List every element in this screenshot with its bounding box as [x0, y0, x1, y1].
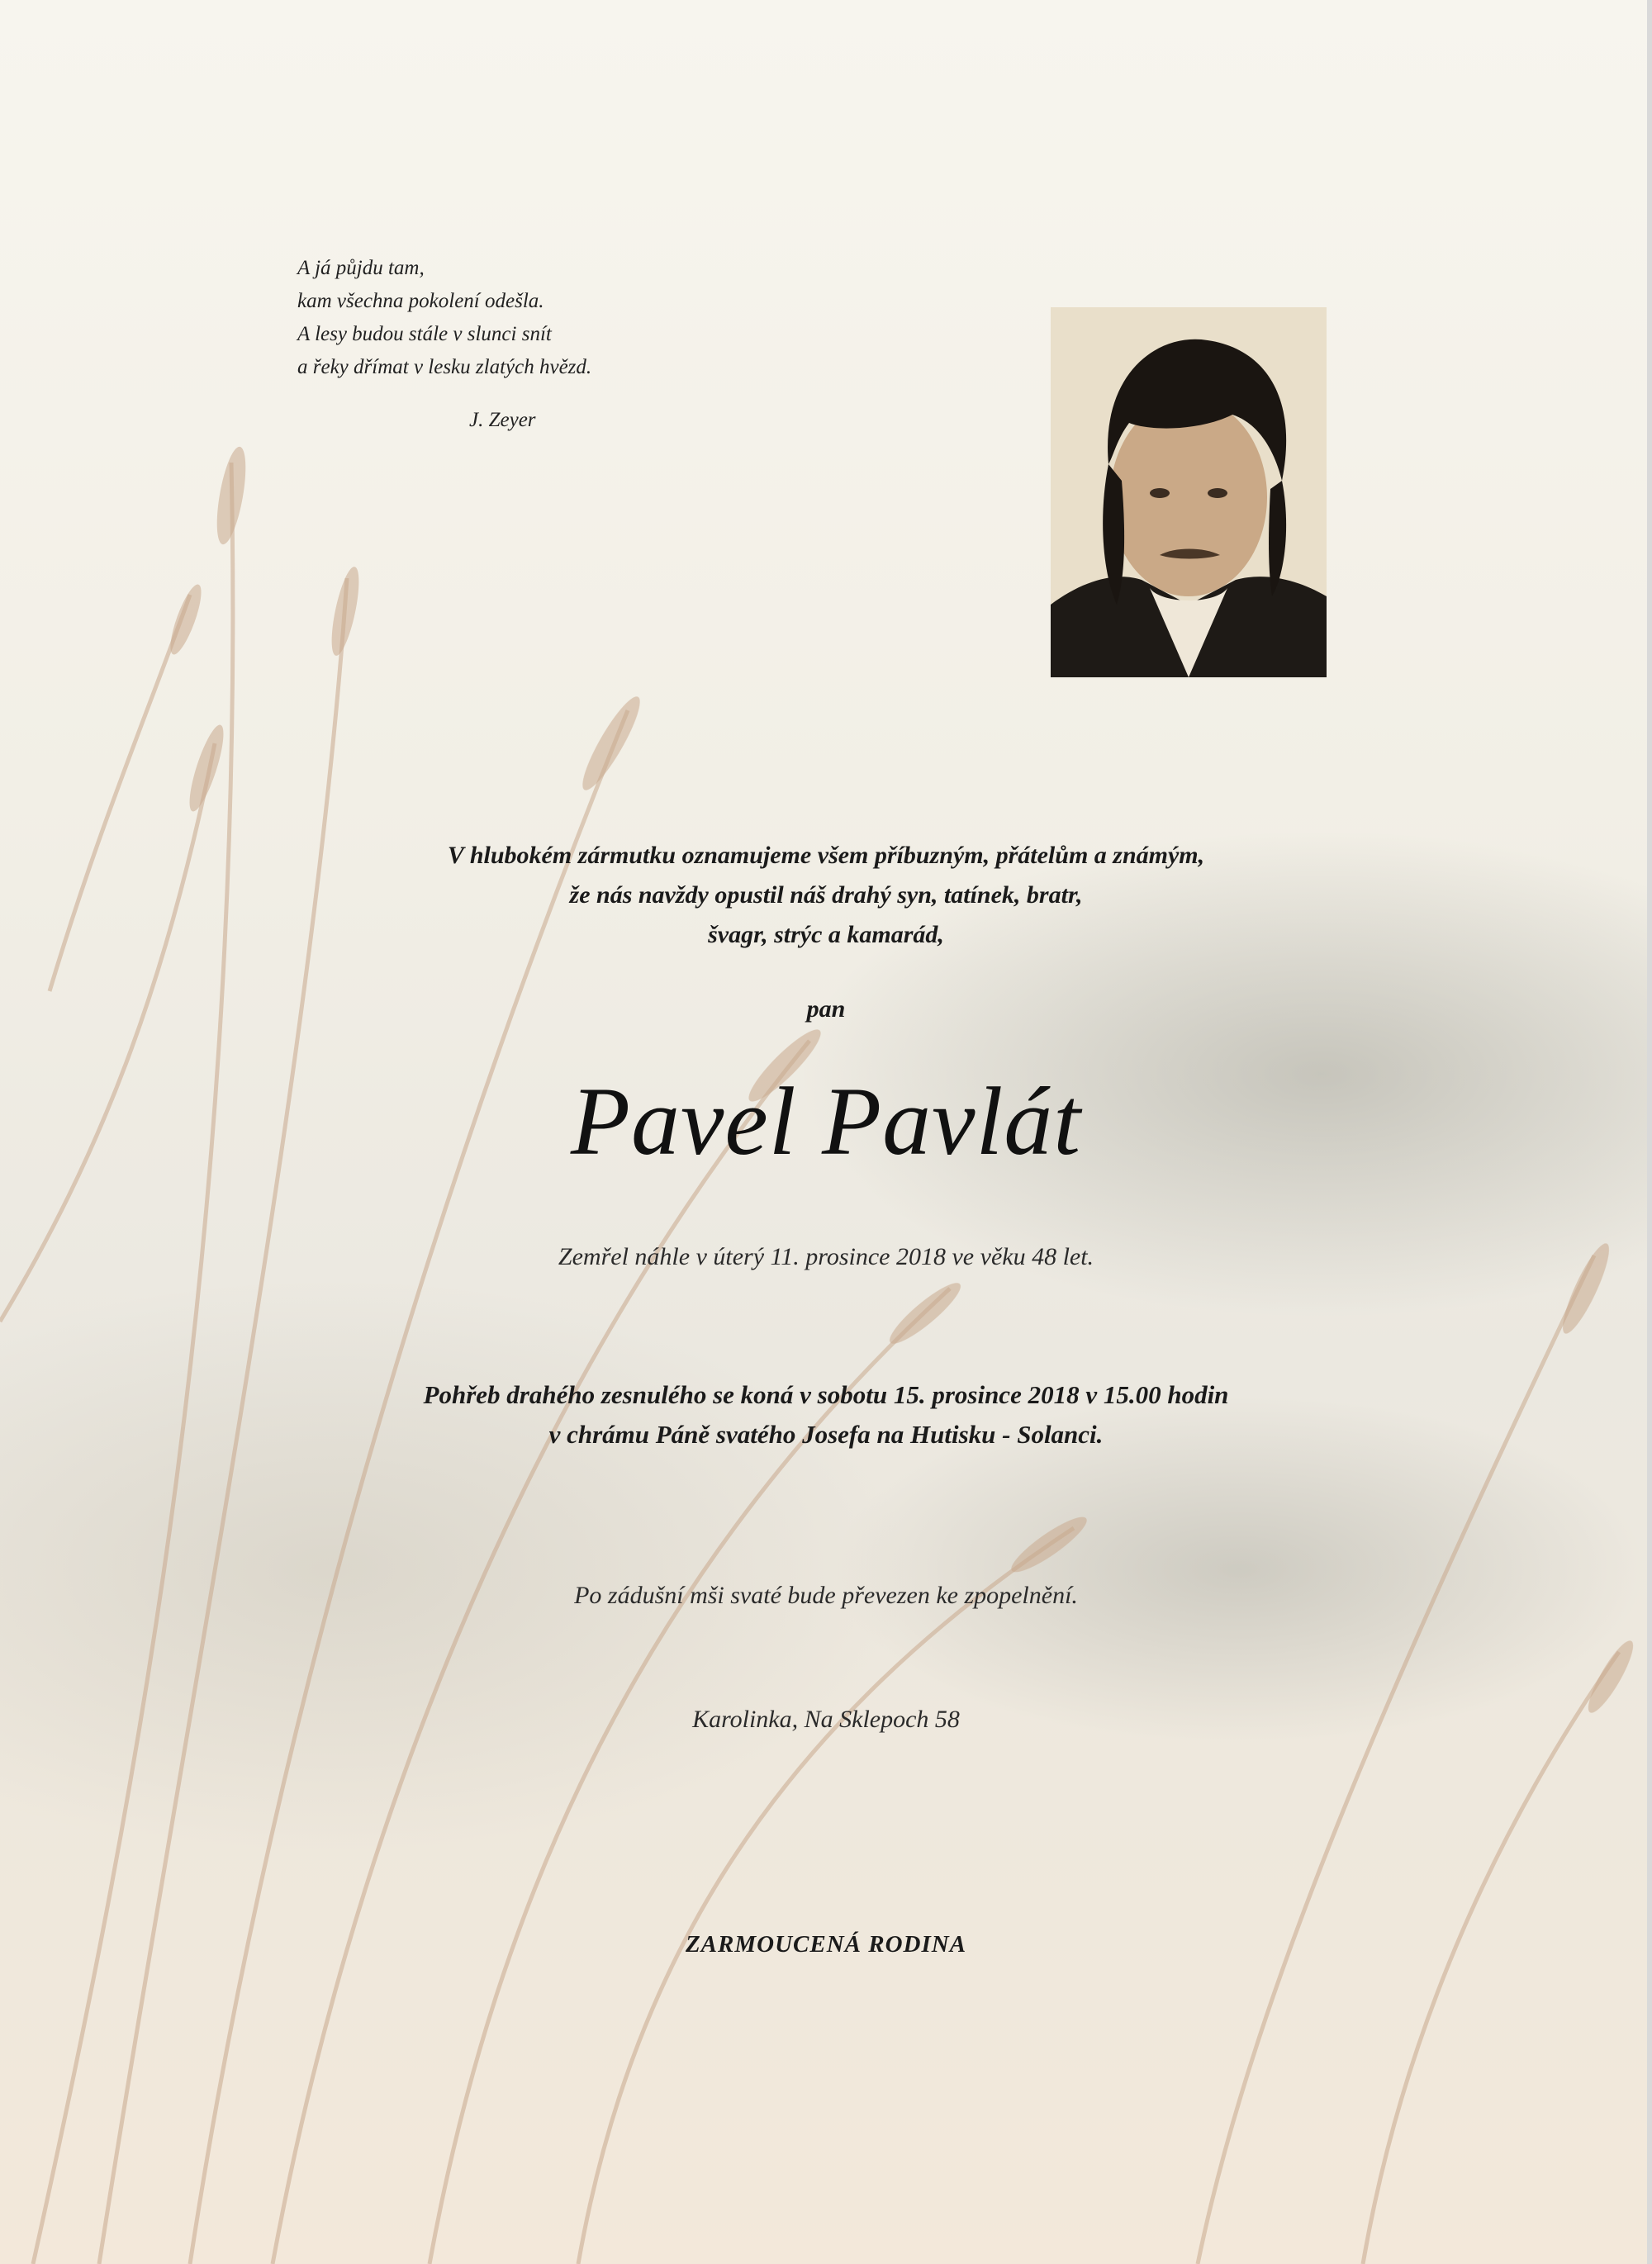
- announcement-text: [0, 836, 1652, 955]
- announcement-line: V hlubokém zármutku oznamujeme všem příbuzným, přátelům a známým,: [447, 842, 1205, 869]
- announcement-line: že nás navždy opustil náš drahý syn, tatínek, bratr,: [569, 881, 1083, 909]
- page-edge: [1647, 0, 1652, 2264]
- funeral-line: v chrámu Páně svatého Josefa na Hutisku - Solanci.: [548, 1420, 1104, 1449]
- title-prefix: pan: [806, 995, 846, 1023]
- poem-line: a řeky dřímat v lesku zlatých hvězd.: [297, 356, 592, 378]
- funeral-line: Pohřeb drahého zesnulého se koná v sobotu 15. prosince 2018 v 15.00 hodin: [423, 1380, 1229, 1409]
- family-signature: ZARMOUCENÁ RODINA: [685, 1931, 967, 1958]
- funeral-info: [0, 1375, 1652, 1455]
- poem-line: kam všechna pokolení odešla.: [297, 290, 544, 312]
- poem-author: J. Zeyer: [469, 409, 536, 431]
- poem-line: A já půjdu tam,: [297, 257, 425, 279]
- portrait-photo: [1051, 307, 1327, 677]
- deceased-name: Pavel Pavlát: [570, 1067, 1082, 1175]
- poem-line: A lesy budou stále v slunci snít: [297, 323, 552, 345]
- poem-block: [297, 252, 591, 437]
- family-address: Karolinka, Na Sklepoch 58: [692, 1706, 960, 1733]
- announcement-line: švagr, strýc a kamarád,: [708, 921, 944, 948]
- cremation-note: Po zádušní mši svaté bude převezen ke zpopelnění.: [574, 1582, 1078, 1609]
- death-note: Zemřel náhle v úterý 11. prosince 2018 ve věku 48 let.: [558, 1243, 1094, 1270]
